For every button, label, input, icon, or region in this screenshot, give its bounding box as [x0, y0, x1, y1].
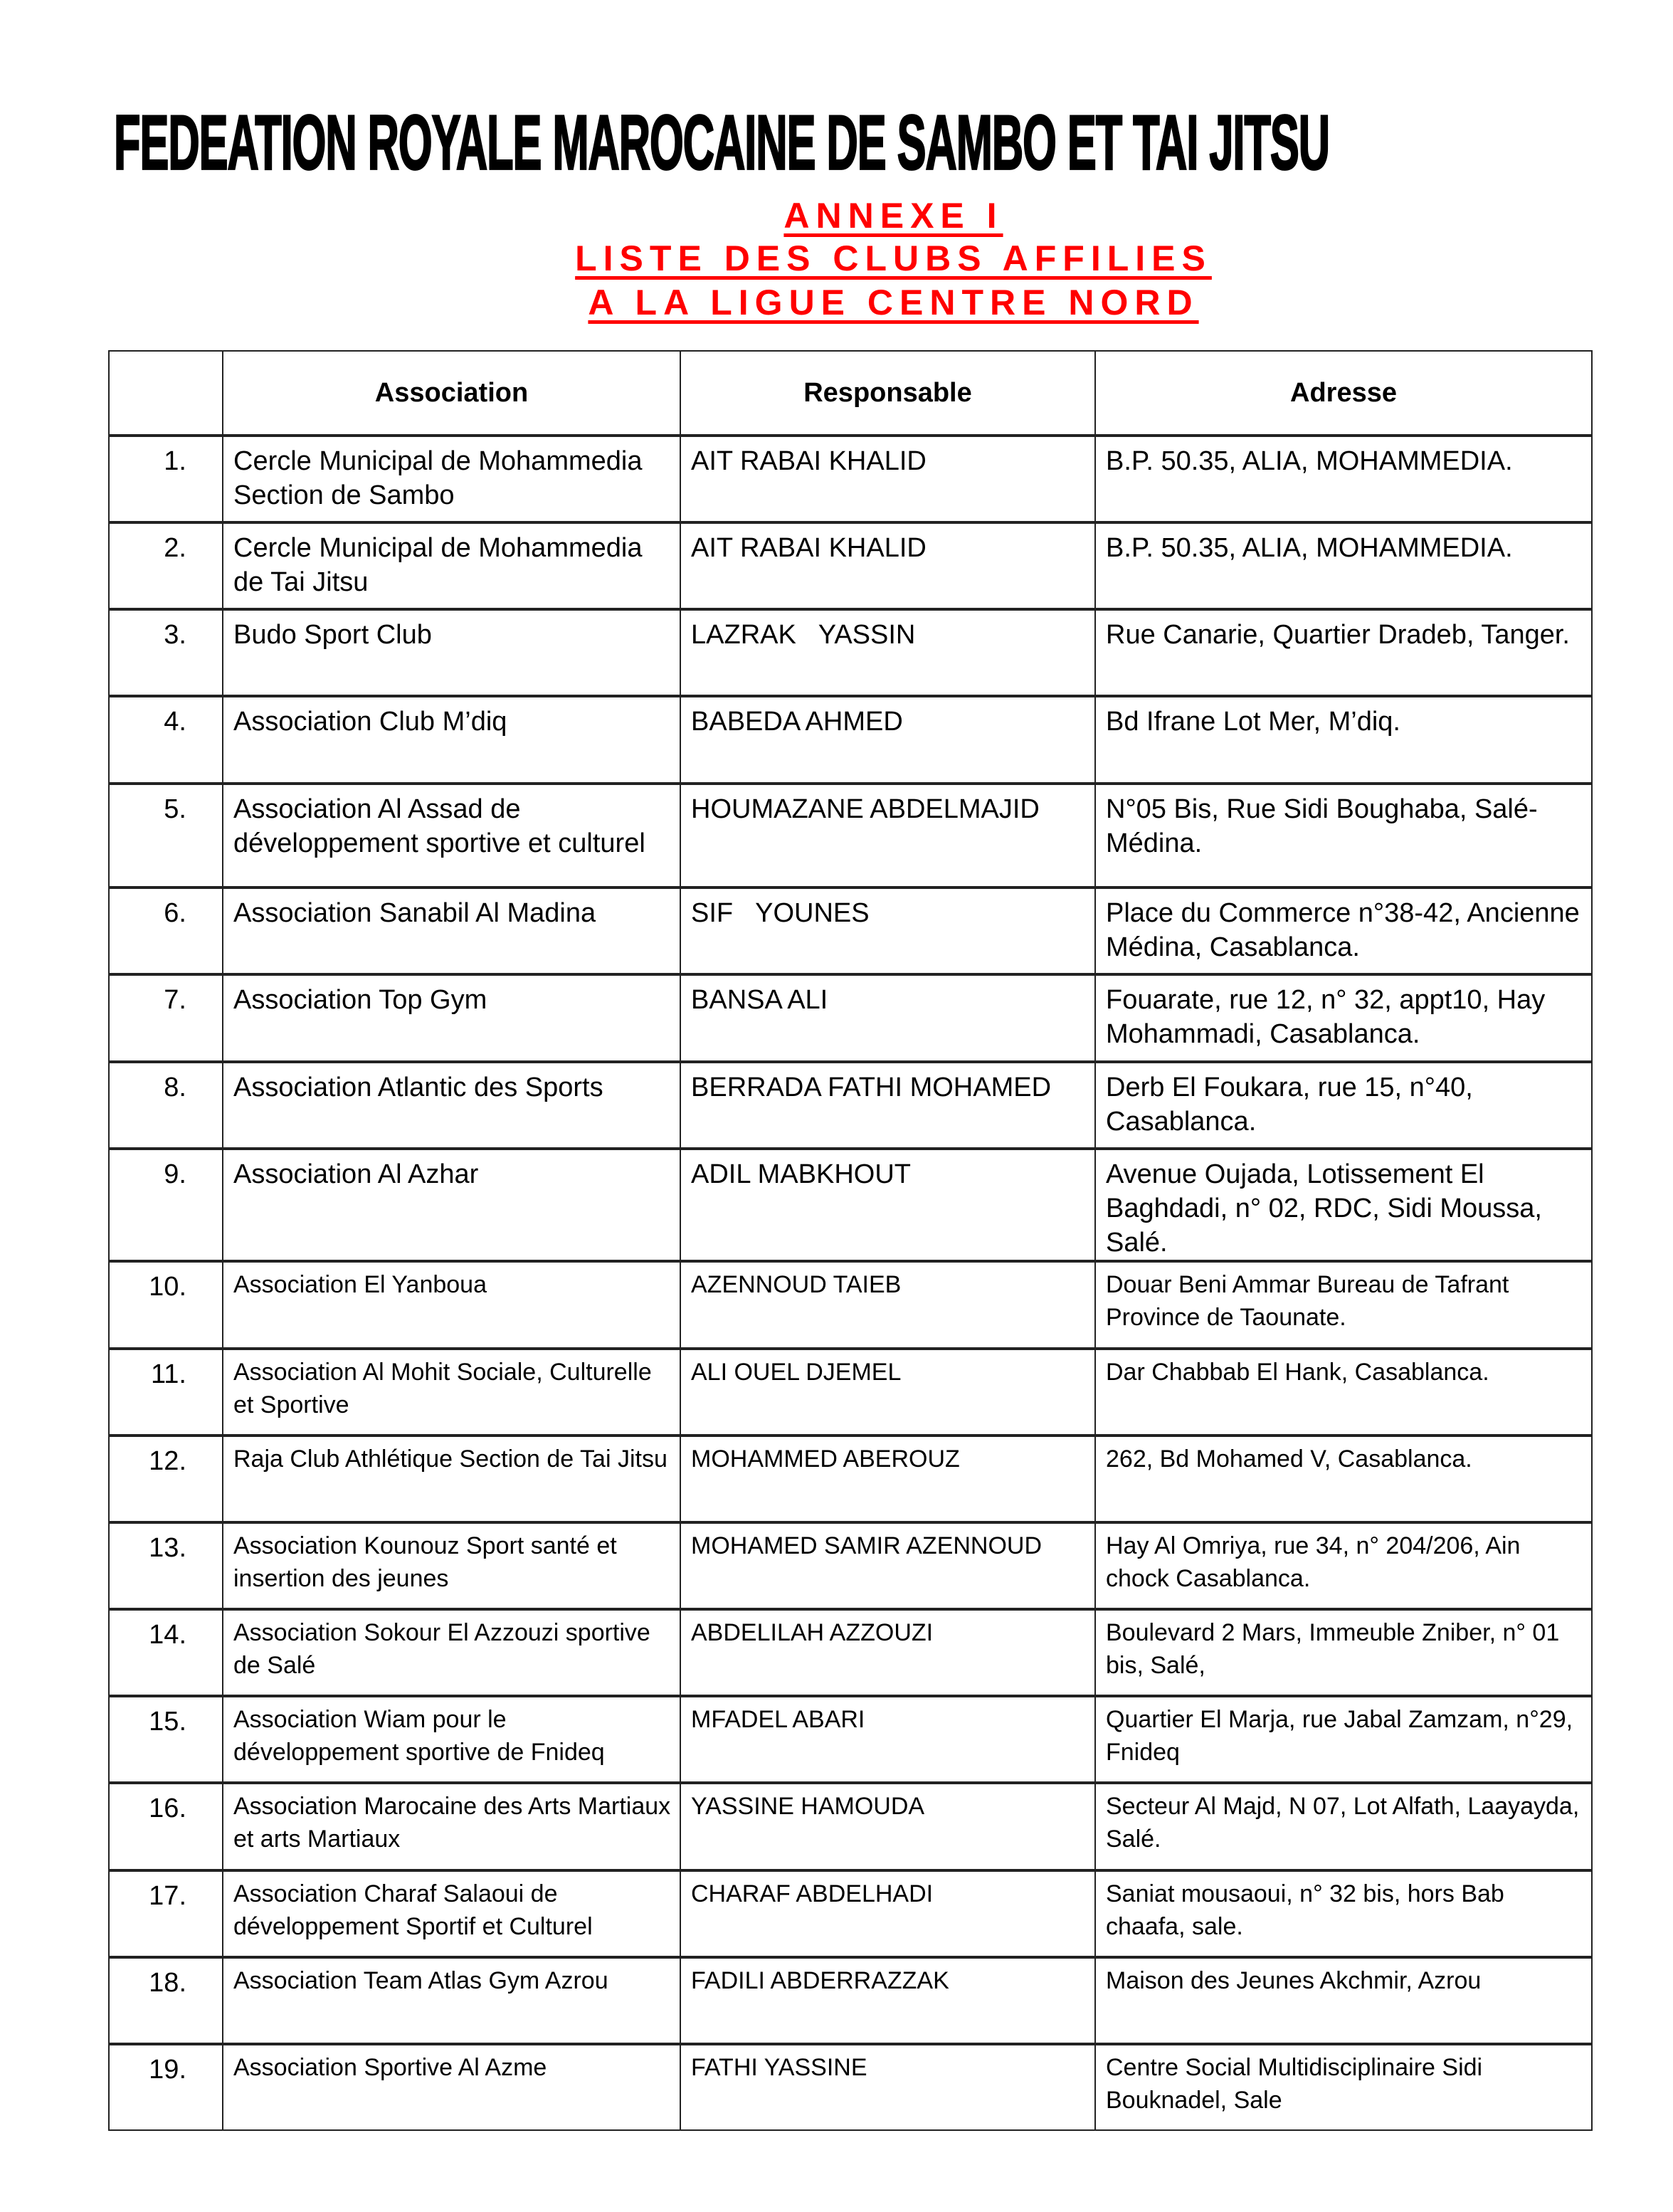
row-number: 19. [109, 2044, 223, 2130]
row-number: 4. [109, 696, 223, 784]
adresse-cell: Saniat mousaoui, n° 32 bis, hors Bab chaafa, sale. [1095, 1870, 1592, 1957]
row-number: 3. [109, 609, 223, 696]
association-cell: Association Al Mohit Sociale, Culturelle et Sportive [223, 1349, 680, 1436]
row-number: 9. [109, 1149, 223, 1261]
table-row [109, 2044, 1592, 2130]
responsable-cell: MOHAMMED ABEROUZ [680, 1436, 1095, 1522]
table-row [109, 1261, 1592, 1349]
row-number: 13. [109, 1522, 223, 1609]
table-row [109, 888, 1592, 974]
responsable-cell: AZENNOUD TAIEB [680, 1261, 1095, 1349]
adresse-cell: Rue Canarie, Quartier Dradeb, Tanger. [1095, 609, 1592, 696]
responsable-cell: AIT RABAI KHALID [680, 522, 1095, 609]
table-row [109, 609, 1592, 696]
responsable-cell: MFADEL ABARI [680, 1696, 1095, 1783]
association-cell: Association Sokour El Azzouzi sportive de Salé [223, 1609, 680, 1696]
row-number: 6. [109, 888, 223, 974]
table-row [109, 1522, 1592, 1609]
table-row [109, 1149, 1592, 1261]
association-cell: Association Al Assad de développement sportive et culturel [223, 784, 680, 888]
table-row [109, 522, 1592, 609]
table-row [109, 1062, 1592, 1149]
annex-heading-text: ANNEXE I [783, 196, 1003, 236]
adresse-cell: Bd Ifrane Lot Mer, M’diq. [1095, 696, 1592, 784]
row-number: 5. [109, 784, 223, 888]
adresse-cell: B.P. 50.35, ALIA, MOHAMMEDIA. [1095, 522, 1592, 609]
responsable-cell: BANSA ALI [680, 974, 1095, 1062]
row-number: 17. [109, 1870, 223, 1957]
responsable-cell: YASSINE HAMOUDA [680, 1783, 1095, 1870]
row-number: 12. [109, 1436, 223, 1522]
responsable-cell: BERRADA FATHI MOHAMED [680, 1062, 1095, 1149]
row-number: 15. [109, 1696, 223, 1783]
responsable-cell: AIT RABAI KHALID [680, 436, 1095, 522]
responsable-cell: CHARAF ABDELHADI [680, 1870, 1095, 1957]
association-cell: Association Marocaine des Arts Martiaux et arts Martiaux [223, 1783, 680, 1870]
adresse-cell: N°05 Bis, Rue Sidi Boughaba, Salé-Médina. [1095, 784, 1592, 888]
row-number: 14. [109, 1609, 223, 1696]
column-header-number [109, 351, 223, 436]
association-cell: Association Club M’diq [223, 696, 680, 784]
clubs-table [108, 350, 1593, 2131]
association-cell: Association Al Azhar [223, 1149, 680, 1261]
adresse-cell: Maison des Jeunes Akchmir, Azrou [1095, 1957, 1592, 2044]
table-row [109, 436, 1592, 522]
row-number: 2. [109, 522, 223, 609]
annex-heading [0, 196, 1673, 236]
responsable-cell: FADILI ABDERRAZZAK [680, 1957, 1095, 2044]
association-cell: Association Sportive Al Azme [223, 2044, 680, 2130]
table-row [109, 784, 1592, 888]
adresse-cell: Secteur Al Majd, N 07, Lot Alfath, Laayayda, Salé. [1095, 1783, 1592, 1870]
responsable-cell: ABDELILAH AZZOUZI [680, 1609, 1095, 1696]
list-heading [0, 238, 1673, 278]
column-header-responsable: Responsable [680, 351, 1095, 436]
adresse-cell: Avenue Oujada, Lotissement El Baghdadi, n° 02, RDC, Sidi Moussa, Salé. [1095, 1149, 1592, 1261]
table-row [109, 1957, 1592, 2044]
table-row [109, 1436, 1592, 1522]
column-header-association: Association [223, 351, 680, 436]
responsable-cell: ADIL MABKHOUT [680, 1149, 1095, 1261]
table-row [109, 1609, 1592, 1696]
table-row [109, 1870, 1592, 1957]
row-number: 16. [109, 1783, 223, 1870]
responsable-cell: HOUMAZANE ABDELMAJID [680, 784, 1095, 888]
association-cell: Association Charaf Salaoui de développement Sportif et Culturel [223, 1870, 680, 1957]
responsable-cell: MOHAMED SAMIR AZENNOUD [680, 1522, 1095, 1609]
adresse-cell: Dar Chabbab El Hank, Casablanca. [1095, 1349, 1592, 1436]
adresse-cell: Place du Commerce n°38-42, Ancienne Médina, Casablanca. [1095, 888, 1592, 974]
table-header-row [109, 351, 1592, 436]
adresse-cell: Fouarate, rue 12, n° 32, appt10, Hay Mohammadi, Casablanca. [1095, 974, 1592, 1062]
association-cell: Association Sanabil Al Madina [223, 888, 680, 974]
association-cell: Cercle Municipal de Mohammedia de Tai Jitsu [223, 522, 680, 609]
association-cell: Association Kounouz Sport santé et insertion des jeunes [223, 1522, 680, 1609]
row-number: 7. [109, 974, 223, 1062]
row-number: 1. [109, 436, 223, 522]
adresse-cell: B.P. 50.35, ALIA, MOHAMMEDIA. [1095, 436, 1592, 522]
association-cell: Association El Yanboua [223, 1261, 680, 1349]
row-number: 10. [109, 1261, 223, 1349]
association-cell: Association Team Atlas Gym Azrou [223, 1957, 680, 2044]
association-cell: Association Atlantic des Sports [223, 1062, 680, 1149]
responsable-cell: BABEDA AHMED [680, 696, 1095, 784]
adresse-cell: Douar Beni Ammar Bureau de Tafrant Province de Taounate. [1095, 1261, 1592, 1349]
federation-title: FEDEATION ROYALE MAROCAINE DE SAMBO ET TAI JITSU [114, 99, 1330, 186]
row-number: 11. [109, 1349, 223, 1436]
row-number: 18. [109, 1957, 223, 2044]
adresse-cell: Derb El Foukara, rue 15, n°40, Casablanca. [1095, 1062, 1592, 1149]
league-heading [0, 283, 1673, 322]
column-header-adresse: Adresse [1095, 351, 1592, 436]
responsable-cell: SIF YOUNES [680, 888, 1095, 974]
responsable-cell: LAZRAK YASSIN [680, 609, 1095, 696]
row-number: 8. [109, 1062, 223, 1149]
adresse-cell: Hay Al Omriya, rue 34, n° 204/206, Ain chock Casablanca. [1095, 1522, 1592, 1609]
adresse-cell: Quartier El Marja, rue Jabal Zamzam, n°29, Fnideq [1095, 1696, 1592, 1783]
adresse-cell: Boulevard 2 Mars, Immeuble Zniber, n° 01 bis, Salé, [1095, 1609, 1592, 1696]
table-row [109, 1696, 1592, 1783]
table-row [109, 1349, 1592, 1436]
league-heading-text: A LA LIGUE CENTRE NORD [588, 283, 1199, 322]
association-cell: Budo Sport Club [223, 609, 680, 696]
table-row [109, 974, 1592, 1062]
list-heading-text: LISTE DES CLUBS AFFILIES [575, 238, 1212, 278]
table-row [109, 696, 1592, 784]
association-cell: Cercle Municipal de Mohammedia Section de Sambo [223, 436, 680, 522]
adresse-cell: Centre Social Multidisciplinaire Sidi Bouknadel, Sale [1095, 2044, 1592, 2130]
adresse-cell: 262, Bd Mohamed V, Casablanca. [1095, 1436, 1592, 1522]
association-cell: Raja Club Athlétique Section de Tai Jitsu [223, 1436, 680, 1522]
table-row [109, 1783, 1592, 1870]
association-cell: Association Wiam pour le développement sportive de Fnideq [223, 1696, 680, 1783]
responsable-cell: FATHI YASSINE [680, 2044, 1095, 2130]
responsable-cell: ALI OUEL DJEMEL [680, 1349, 1095, 1436]
association-cell: Association Top Gym [223, 974, 680, 1062]
